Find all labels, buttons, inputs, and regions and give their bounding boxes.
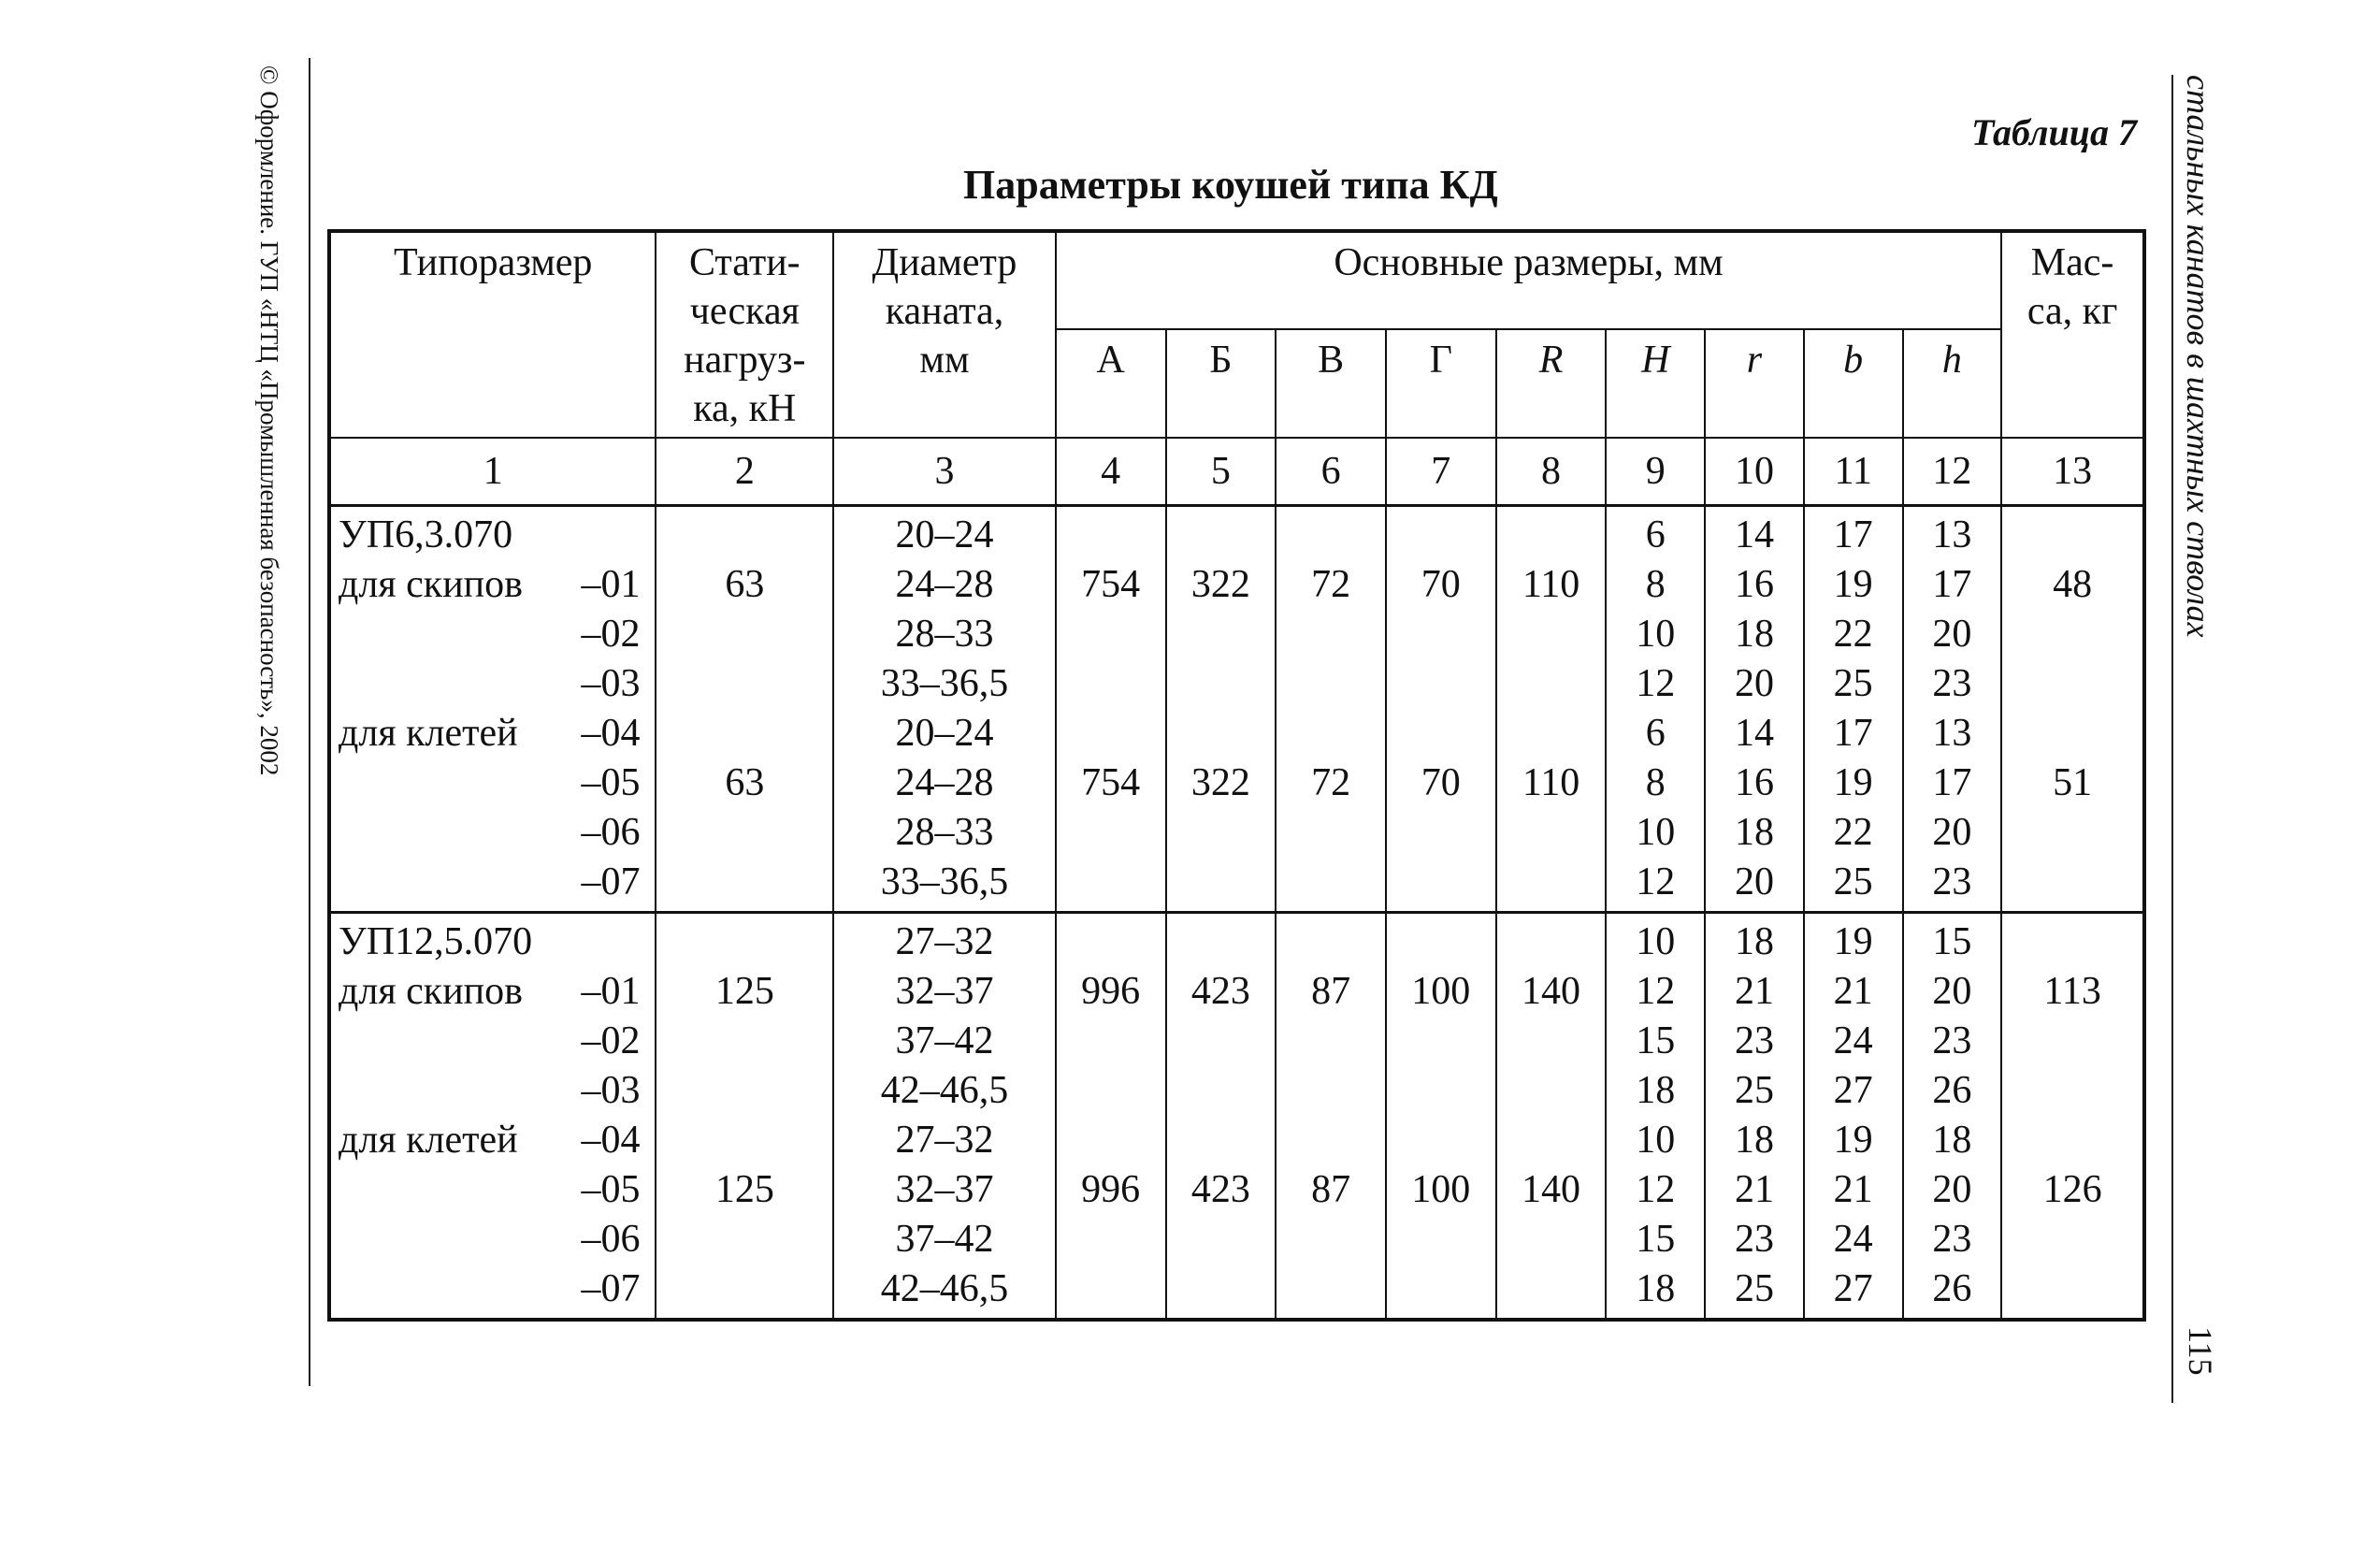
dim-h-upper-value: 15 xyxy=(1636,1019,1676,1062)
type-size-line: –05 xyxy=(581,761,641,804)
dim-h-upper-value: 12 xyxy=(1636,1168,1676,1211)
dim-g-value: 100 xyxy=(1411,1168,1471,1211)
header-type-size: Типоразмер xyxy=(329,231,656,438)
column-number: 6 xyxy=(1276,438,1386,506)
type-size-line: –07 xyxy=(581,860,641,903)
type-size-line: –06 xyxy=(581,811,641,854)
static-load xyxy=(656,913,833,1321)
rope-diameter-value: 37–42 xyxy=(895,1218,994,1261)
table-group-up12 xyxy=(329,913,2144,1321)
type-size-line: для клетей –04 xyxy=(339,712,641,755)
dim-b-lower-value: 19 xyxy=(1833,920,1873,963)
dim-b-value xyxy=(1167,1017,1276,1066)
dim-g-value xyxy=(1387,1066,1495,1116)
type-size-line: –05 xyxy=(581,1168,641,1211)
static-load-value xyxy=(656,808,832,858)
dim-a-value: 754 xyxy=(1081,563,1141,606)
dim-r-lower-value: 25 xyxy=(1734,1267,1774,1310)
type-size-line: УП6,3.070 xyxy=(339,513,513,556)
dim-g-value xyxy=(1387,511,1495,560)
dim-r-lower-value: 16 xyxy=(1734,563,1774,606)
mass-value xyxy=(2002,808,2142,858)
type-size-line: –03 xyxy=(581,1069,641,1112)
dim-h-upper-value: 10 xyxy=(1636,1119,1676,1162)
column-number: 11 xyxy=(1804,438,1903,506)
dim-b xyxy=(1166,913,1277,1321)
dim-r-lower-value: 23 xyxy=(1734,1218,1774,1261)
header-dim-3: Г xyxy=(1386,329,1496,438)
type-size-line: УП12,5.070 xyxy=(339,920,533,963)
dim-h-upper-value: 6 xyxy=(1645,712,1666,755)
dim-h-lower-value: 17 xyxy=(1932,761,1972,804)
dim-h-upper-value: 10 xyxy=(1636,613,1676,656)
mass-value xyxy=(2002,709,2142,759)
header-dim-7: b xyxy=(1804,329,1903,438)
column-number: 10 xyxy=(1705,438,1804,506)
type-size-line: –03 xyxy=(581,662,641,705)
dim-b-value: 322 xyxy=(1190,761,1250,804)
mass xyxy=(2001,913,2144,1321)
mass-value xyxy=(2002,1066,2142,1116)
dim-b-lower-value: 19 xyxy=(1833,563,1873,606)
table-title: Параметры коушей типа КД xyxy=(963,162,1498,208)
dim-h-upper-value: 12 xyxy=(1636,970,1676,1013)
dim-v-value xyxy=(1277,858,1385,907)
header-dim-5: H xyxy=(1606,329,1705,438)
dim-g-value xyxy=(1387,917,1495,967)
static-load-value xyxy=(656,610,832,659)
dim-v xyxy=(1276,506,1386,913)
dim-a-value xyxy=(1057,1264,1165,1314)
dim-v-value xyxy=(1277,1017,1385,1066)
header-rope-diameter: Диаметр каната, мм xyxy=(833,231,1056,438)
rope-diameter-value: 33–36,5 xyxy=(880,860,1009,903)
type-size-cell xyxy=(329,913,656,1321)
dim-b-lower-value: 27 xyxy=(1833,1267,1873,1310)
dim-g-value: 70 xyxy=(1421,563,1461,606)
dim-g xyxy=(1386,506,1496,913)
dim-h-lower-value: 23 xyxy=(1932,1019,1972,1062)
dim-r-upper-value xyxy=(1497,1215,1606,1264)
dim-v-value xyxy=(1277,1264,1385,1314)
dim-r-upper-value: 110 xyxy=(1522,563,1580,606)
dim-r-lower-value: 14 xyxy=(1734,712,1774,755)
dim-a-value xyxy=(1057,511,1165,560)
type-size-line: для скипов –01 xyxy=(339,563,641,606)
header-main-dimensions: Основные размеры, мм xyxy=(1056,231,2001,329)
dim-a-value: 754 xyxy=(1081,761,1141,804)
static-load-value xyxy=(656,858,832,907)
dim-h-upper-value: 8 xyxy=(1645,761,1666,804)
dim-g-value: 100 xyxy=(1411,970,1471,1013)
rope-diameter xyxy=(833,506,1056,913)
dim-v-value xyxy=(1277,511,1385,560)
dim-r-upper-value xyxy=(1497,858,1606,907)
dim-b-lower-value: 24 xyxy=(1833,1218,1873,1261)
static-load-value xyxy=(656,917,832,967)
copyright-note: © Оформление. ГУП «НТЦ «Промышленная безопасность», 2002 xyxy=(255,65,283,776)
dim-h-upper-value: 6 xyxy=(1645,513,1666,556)
dim-b-lower-value: 25 xyxy=(1833,662,1873,705)
mass-value xyxy=(2002,1215,2142,1264)
header-static-load: Стати- ческая нагруз- ка, кН xyxy=(656,231,833,438)
dim-b-lower-value: 17 xyxy=(1833,712,1873,755)
type-size-line: для скипов –01 xyxy=(339,970,641,1013)
dim-h-lower-value: 20 xyxy=(1932,970,1972,1013)
rope-diameter-value: 32–37 xyxy=(895,970,994,1013)
static-load-value xyxy=(656,511,832,560)
dim-r-upper xyxy=(1496,506,1607,913)
dim-r-lower xyxy=(1705,913,1804,1321)
dim-h-upper-value: 12 xyxy=(1636,860,1676,903)
mass-value: 113 xyxy=(2043,970,2101,1013)
static-load-value: 125 xyxy=(714,1168,774,1211)
rope-diameter-value: 20–24 xyxy=(895,712,994,755)
dim-g-value xyxy=(1387,659,1495,709)
column-number: 13 xyxy=(2001,438,2144,506)
dim-h-upper xyxy=(1606,506,1705,913)
dim-r-upper xyxy=(1496,913,1607,1321)
column-number: 12 xyxy=(1903,438,2002,506)
dim-b-value xyxy=(1167,610,1276,659)
dim-g-value xyxy=(1387,1116,1495,1165)
dim-h-upper-value: 8 xyxy=(1645,563,1666,606)
dim-g-value xyxy=(1387,1264,1495,1314)
mass-value: 126 xyxy=(2042,1168,2102,1211)
rope-diameter-value: 24–28 xyxy=(895,761,994,804)
column-number: 8 xyxy=(1496,438,1607,506)
dim-a-value xyxy=(1057,1215,1165,1264)
dim-g xyxy=(1386,913,1496,1321)
table-header xyxy=(329,231,2144,506)
header-dim-0: А xyxy=(1056,329,1166,438)
rope-diameter-value: 28–33 xyxy=(895,613,994,656)
dim-h-lower-value: 26 xyxy=(1932,1267,1972,1310)
dim-r-lower-value: 18 xyxy=(1734,613,1774,656)
dim-r-lower-value: 16 xyxy=(1734,761,1774,804)
mass-value xyxy=(2002,1116,2142,1165)
dim-v-value xyxy=(1277,917,1385,967)
dim-b-lower-value: 19 xyxy=(1833,1119,1873,1162)
static-load-value xyxy=(656,1116,832,1165)
dim-a-value xyxy=(1057,808,1165,858)
dim-g-value xyxy=(1387,1017,1495,1066)
dim-b-lower-value: 25 xyxy=(1833,860,1873,903)
mass-value xyxy=(2002,917,2142,967)
static-load-value xyxy=(656,709,832,759)
static-load-value xyxy=(656,1066,832,1116)
column-number: 9 xyxy=(1606,438,1705,506)
mass-value xyxy=(2002,1264,2142,1314)
dim-a-value xyxy=(1057,709,1165,759)
dim-g-value xyxy=(1387,808,1495,858)
dim-b xyxy=(1166,506,1277,913)
dim-h-lower-value: 17 xyxy=(1932,563,1972,606)
dim-a-value: 996 xyxy=(1081,970,1141,1013)
dim-h-lower xyxy=(1903,913,2002,1321)
dim-r-upper-value: 140 xyxy=(1522,1168,1581,1211)
dim-v-value: 87 xyxy=(1311,1168,1351,1211)
dim-r-upper-value xyxy=(1497,917,1606,967)
dim-r-upper-value xyxy=(1497,1116,1606,1165)
static-load xyxy=(656,506,833,913)
dim-h-lower-value: 23 xyxy=(1932,1218,1972,1261)
column-number: 2 xyxy=(656,438,833,506)
mass-value xyxy=(2002,659,2142,709)
dim-h-lower-value: 13 xyxy=(1932,712,1972,755)
rope-diameter-value: 32–37 xyxy=(895,1168,994,1211)
type-size-line: –07 xyxy=(581,1267,641,1310)
dim-h-upper-value: 15 xyxy=(1636,1218,1676,1261)
static-load-value xyxy=(656,1215,832,1264)
dim-a-value: 996 xyxy=(1081,1168,1141,1211)
dim-h-upper-value: 10 xyxy=(1636,920,1676,963)
dim-r-lower-value: 14 xyxy=(1734,513,1774,556)
dim-h-lower-value: 20 xyxy=(1932,811,1972,854)
dim-v xyxy=(1276,913,1386,1321)
table-row xyxy=(329,913,2144,1321)
dim-r-upper-value xyxy=(1497,1017,1606,1066)
rope-diameter-value: 37–42 xyxy=(895,1019,994,1062)
dim-g-value xyxy=(1387,610,1495,659)
dim-r-upper-value xyxy=(1497,511,1606,560)
type-size-line: –02 xyxy=(581,1019,641,1062)
type-size-line: –06 xyxy=(581,1218,641,1261)
dim-b-lower xyxy=(1804,506,1903,913)
rope-diameter-value: 42–46,5 xyxy=(880,1267,1009,1310)
dim-r-lower-value: 25 xyxy=(1734,1069,1774,1112)
table-label: Таблица 7 xyxy=(1971,111,2137,153)
dim-h-lower-value: 20 xyxy=(1932,1168,1972,1211)
dim-r-lower-value: 18 xyxy=(1734,920,1774,963)
dim-a-value xyxy=(1057,1116,1165,1165)
mass-value xyxy=(2002,610,2142,659)
right-margin-rule xyxy=(2171,75,2173,1403)
dim-g-value xyxy=(1387,858,1495,907)
dim-h-upper xyxy=(1606,913,1705,1321)
static-load-value xyxy=(656,1264,832,1314)
table-row xyxy=(329,506,2144,913)
static-load-value xyxy=(656,1017,832,1066)
dim-h-lower-value: 26 xyxy=(1932,1069,1972,1112)
column-number: 1 xyxy=(329,438,656,506)
rope-diameter-value: 33–36,5 xyxy=(880,662,1009,705)
dim-b-lower-value: 19 xyxy=(1833,761,1873,804)
dim-a-value xyxy=(1057,1066,1165,1116)
mass-value xyxy=(2002,511,2142,560)
rope-diameter-value: 24–28 xyxy=(895,563,994,606)
dim-r-lower-value: 18 xyxy=(1734,811,1774,854)
dim-r-lower-value: 21 xyxy=(1734,1168,1774,1211)
dim-r-upper-value xyxy=(1497,1066,1606,1116)
mass-value: 48 xyxy=(2053,563,2093,606)
dim-h-upper-value: 18 xyxy=(1636,1267,1676,1310)
dim-b-value xyxy=(1167,659,1276,709)
dim-v-value xyxy=(1277,1116,1385,1165)
dim-h-lower-value: 23 xyxy=(1932,860,1972,903)
rope-diameter-value: 27–32 xyxy=(895,1119,994,1162)
dim-b-lower xyxy=(1804,913,1903,1321)
dim-r-upper-value: 110 xyxy=(1522,761,1580,804)
dim-h-upper-value: 12 xyxy=(1636,662,1676,705)
dim-h-upper-value: 10 xyxy=(1636,811,1676,854)
dim-r-upper-value xyxy=(1497,659,1606,709)
dim-r-upper-value xyxy=(1497,709,1606,759)
header-mass: Мас- са, кг xyxy=(2001,231,2144,438)
mass xyxy=(2001,506,2144,913)
dim-b-lower-value: 22 xyxy=(1833,811,1873,854)
dim-g-value: 70 xyxy=(1421,761,1461,804)
dim-a-value xyxy=(1057,659,1165,709)
dim-b-value xyxy=(1167,1215,1276,1264)
column-number: 7 xyxy=(1386,438,1496,506)
dim-b-value xyxy=(1167,858,1276,907)
dim-v-value: 87 xyxy=(1311,970,1351,1013)
dim-b-value: 423 xyxy=(1190,1168,1250,1211)
dim-b-value xyxy=(1167,709,1276,759)
dim-r-lower-value: 18 xyxy=(1734,1119,1774,1162)
dim-h-lower-value: 18 xyxy=(1932,1119,1972,1162)
dim-h-lower xyxy=(1903,506,2002,913)
column-number: 3 xyxy=(833,438,1056,506)
header-dim-2: В xyxy=(1276,329,1386,438)
page-number: 115 xyxy=(2182,1326,2219,1376)
rope-diameter xyxy=(833,913,1056,1321)
header-dim-6: r xyxy=(1705,329,1804,438)
dim-a-value xyxy=(1057,1017,1165,1066)
dim-b-value xyxy=(1167,511,1276,560)
dim-b-value: 423 xyxy=(1190,970,1250,1013)
dim-h-lower-value: 13 xyxy=(1932,513,1972,556)
column-number: 4 xyxy=(1056,438,1166,506)
mass-value xyxy=(2002,858,2142,907)
rope-diameter-value: 27–32 xyxy=(895,920,994,963)
dim-b-value: 322 xyxy=(1190,563,1250,606)
rope-diameter-value: 42–46,5 xyxy=(880,1069,1009,1112)
dim-r-lower-value: 20 xyxy=(1734,860,1774,903)
dim-h-lower-value: 15 xyxy=(1932,920,1972,963)
dim-h-lower-value: 20 xyxy=(1932,613,1972,656)
dim-g-value xyxy=(1387,1215,1495,1264)
dim-b-value xyxy=(1167,1264,1276,1314)
dim-b-lower-value: 21 xyxy=(1833,1168,1873,1211)
dim-v-value xyxy=(1277,1215,1385,1264)
column-number: 5 xyxy=(1166,438,1277,506)
dim-v-value xyxy=(1277,808,1385,858)
dim-b-lower-value: 21 xyxy=(1833,970,1873,1013)
dim-v-value xyxy=(1277,1066,1385,1116)
mass-value xyxy=(2002,1017,2142,1066)
dim-r-lower-value: 21 xyxy=(1734,970,1774,1013)
dim-a xyxy=(1056,506,1166,913)
dim-b-value xyxy=(1167,808,1276,858)
dim-b-value xyxy=(1167,917,1276,967)
left-margin-rule xyxy=(309,58,310,1386)
dim-v-value xyxy=(1277,610,1385,659)
dim-a xyxy=(1056,913,1166,1321)
header-dim-8: h xyxy=(1903,329,2002,438)
table-group-up6 xyxy=(329,506,2144,913)
rope-diameter-value: 28–33 xyxy=(895,811,994,854)
dim-a-value xyxy=(1057,917,1165,967)
dim-b-lower-value: 27 xyxy=(1833,1069,1873,1112)
dim-v-value: 72 xyxy=(1311,761,1351,804)
running-header: стальных канатов в шахтных стволах xyxy=(2180,75,2217,638)
dim-r-upper-value xyxy=(1497,610,1606,659)
dim-a-value xyxy=(1057,610,1165,659)
dim-b-lower-value: 24 xyxy=(1833,1019,1873,1062)
dim-b-value xyxy=(1167,1066,1276,1116)
dim-v-value xyxy=(1277,659,1385,709)
rope-diameter-value: 20–24 xyxy=(895,513,994,556)
dim-h-lower-value: 23 xyxy=(1932,662,1972,705)
dim-r-upper-value: 140 xyxy=(1522,970,1581,1013)
dim-r-upper-value xyxy=(1497,1264,1606,1314)
header-dim-4: R xyxy=(1496,329,1607,438)
static-load-value xyxy=(656,659,832,709)
type-size-line: для клетей –04 xyxy=(339,1119,641,1162)
parameters-table xyxy=(327,229,2146,1322)
dim-v-value: 72 xyxy=(1311,563,1351,606)
dim-r-lower-value: 23 xyxy=(1734,1019,1774,1062)
dim-b-lower-value: 17 xyxy=(1833,513,1873,556)
dim-g-value xyxy=(1387,709,1495,759)
header-dim-1: Б xyxy=(1166,329,1277,438)
dim-h-upper-value: 18 xyxy=(1636,1069,1676,1112)
type-size-line: –02 xyxy=(581,613,641,656)
dim-r-lower-value: 20 xyxy=(1734,662,1774,705)
static-load-value: 63 xyxy=(725,563,765,606)
dim-r-lower xyxy=(1705,506,1804,913)
dim-a-value xyxy=(1057,858,1165,907)
mass-value: 51 xyxy=(2053,761,2093,804)
dim-v-value xyxy=(1277,709,1385,759)
type-size-cell xyxy=(329,506,656,913)
dim-b-lower-value: 22 xyxy=(1833,613,1873,656)
dim-r-upper-value xyxy=(1497,808,1606,858)
static-load-value: 125 xyxy=(714,970,774,1013)
dim-b-value xyxy=(1167,1116,1276,1165)
static-load-value: 63 xyxy=(725,761,765,804)
